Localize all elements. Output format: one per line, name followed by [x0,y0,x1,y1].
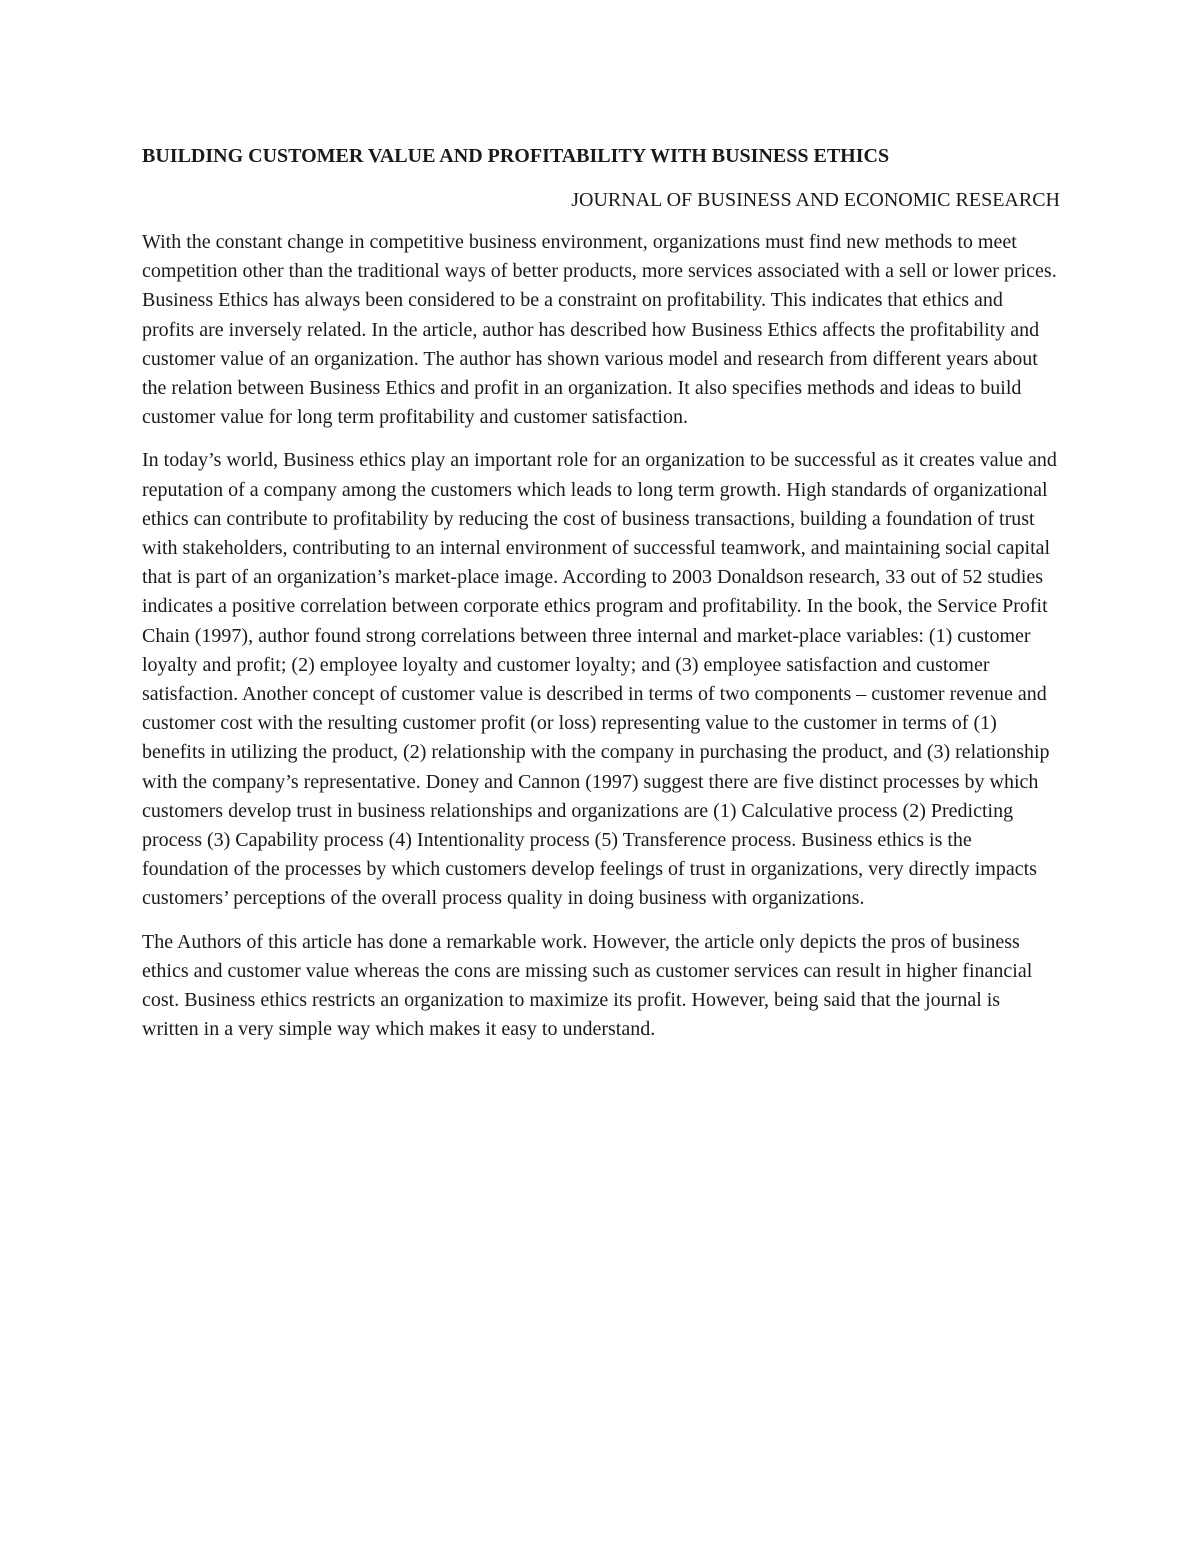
document-title: BUILDING CUSTOMER VALUE AND PROFITABILITY WITH BUSINESS ETHICS [142,145,890,167]
critique-paragraph: The Authors of this article has done a remarkable work. However, the article only depicts the pros of business ethics and customer value whereas the cons are missing such as customer services can result in higher financial cost. Business ethics restricts an organization to maximize its profit. However, being said that the journal is written in a very simple way which makes it easy to understand. [142,930,1033,1041]
summary-paragraph: With the constant change in competitive business environment, organizations must find new methods to meet competition other than the traditional ways of better products, more services associated with a sell or lower prices. Business Ethics has always been considered to be a constraint on profitability. This indicates that ethics and profits are inversely related. In the article, author has described how Business Ethics affects the profitability and customer value of an organization. The author has shown various model and research from different years about the relation between Business Ethics and profit in an organization. It also specifies methods and ideas to build customer value for long term profitability and customer satisfaction. [142,231,1057,429]
analysis-paragraph: In today’s world, Business ethics play an important role for an organization to be successful as it creates value and reputation of a company among the customers which leads to long term growth. High standards of organizational ethics can contribute to profitability by reducing the cost of business transactions, building a foundation of trust with stakeholders, contributing to an internal environment of successful teamwork, and maintaining social capital that is part of an organization’s market-place image. According to 2003 Donaldson research, 33 out of 52 studies indicates a positive correlation between corporate ethics program and profitability. In the book, the Service Profit Chain (1997), author found strong correlations between three internal and market-place variables: (1) customer loyalty and profit; (2) employee loyalty and customer loyalty; and (3) employee satisfaction and customer satisfaction. Another concept of customer value is described in terms of two components – customer revenue and customer cost with the resulting customer profit (or loss) representing value to the customer in terms of (1) benefits in utilizing the product, (2) relationship with the company in purchasing the product, and (3) relationship with the company’s representative. Doney and Cannon (1997) suggest there are five distinct processes by which customers develop trust in business relationships and organizations are (1) Calculative process (2) Predicting process (3) Capability process (4) Intentionality process (5) Transference process. Business ethics is the foundation of the processes by which customers develop feelings of trust in organizations, very directly impacts customers’ perceptions of the overall process quality in doing business with organizations. [142,449,1057,910]
journal-name: JOURNAL OF BUSINESS AND ECONOMIC RESEARCH [571,189,1060,211]
document-page [142,140,1060,1058]
